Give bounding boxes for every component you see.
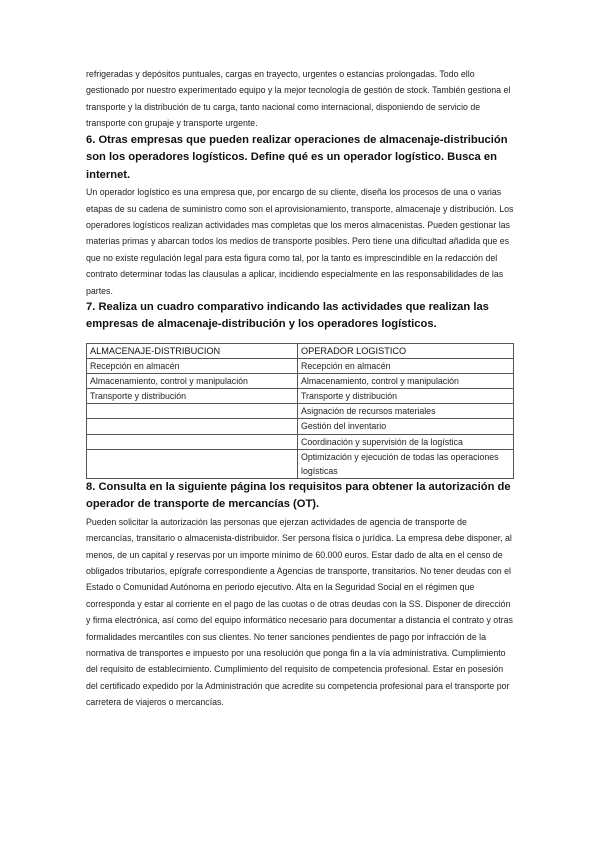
table-cell: Optimización y ejecución de todas las operaciones logísticas [298,449,514,478]
table-row [87,449,514,478]
table-cell: Coordinación y supervisión de la logística [298,434,514,449]
table-cell: Almacenamiento, control y manipulación [298,374,514,389]
table-cell: Asignación de recursos materiales [298,404,514,419]
table-row [87,404,514,419]
column-header-operador: OPERADOR LOGISTICO [298,343,514,358]
page-content [86,66,514,711]
table-cell [87,449,298,478]
table-cell: Recepción en almacén [87,359,298,374]
table-row [87,374,514,389]
section-6-heading: 6. Otras empresas que pueden realizar operaciones de almacenaje-distribución son los operadores logísticos. Define qué es un operador logístico. Busca en internet. [86,133,508,181]
section-8-heading: 8. Consulta en la siguiente página los requisitos para obtener la autorización de operador de transporte de mercancías (OT). [86,480,511,511]
intro-paragraph: refrigeradas y depósitos puntuales, cargas en trayecto, urgentes o estancias prolongadas. Todo ello gestionado por nuestro experimentado equipo y la mejor tecnología de gestión de stock. También gestiona el transporte y la distribución de tu carga, tanto nacional como internacional, disponiendo de servicio de transporte con grupaje y transporte urgente. [86,69,511,129]
table-row [87,434,514,449]
section-8-paragraph: Pueden solicitar la autorización las personas que ejerzan actividades de agencia de transporte de mercancías, transitario o almacenista-distribuidor. Ser persona física o jurídica. La empresa debe disponer, al menos, de un capital y reservas por un importe mínimo de 60.000 euros. Estar dado de alta en el censo de obligados tributarios, epígrafe correspondiente a Agencias de transporte, transitarios. No tener deudas con el Estado o Comunidad Autónoma en periodo ejecutivo. Alta en la Seguridad Social en el régimen que corresponda y estar al corriente en el pago de las cuotas o de otras deudas con la SS. Disponer de dirección y firma electrónica, así como del equipo informático necesario para documentar a distancia el contrato y otras formalidades mercantiles con sus clientes. No tener sanciones pendientes de pago por infracción de la normativa de transportes e impuesto por una resolución que ponga fin a la vía administrativa. Cumplimiento del requisito de establecimiento. Cumplimiento del requisito de competencia profesional. Estar en posesión del certificado expedido por la Administración que acredite su competencia profesional para el transporte por carretera de viajeros o mercancías. [86,516,513,708]
comparison-table [86,343,514,479]
table-cell: Recepción en almacén [298,359,514,374]
table-header-row [87,343,514,358]
section-6-paragraph: Un operador logístico es una empresa que, por encargo de su cliente, diseña los procesos de una o varias etapas de su cadena de suministro como son el aprovisionamiento, transporte, almacenaje y distribución. Los operadores logísticos realizan actividades mas completas que los meros almacenistas. Pueden gestionar las materias primas y abarcan todos los medios de transporte posibles. Pero tiene una dificultad añadida que es que no existe regulación legal para esta figura como tal, por la tanto es imprescindible en la redacción del contrato determinar todas las clausulas a aplicar, incidiendo especialmente en las responsabilidades de las partes. [86,187,514,296]
table-cell [87,419,298,434]
table-cell: Gestión del inventario [298,419,514,434]
table-cell: Transporte y distribución [87,389,298,404]
table-cell: Transporte y distribución [298,389,514,404]
column-header-almacenaje: ALMACENAJE-DISTRIBUCION [87,343,298,358]
section-7-heading: 7. Realiza un cuadro comparativo indicando las actividades que realizan las empresas de almacenaje-distribución y los operadores logísticos. [86,300,489,331]
table-cell: Almacenamiento, control y manipulación [87,374,298,389]
table-row [87,359,514,374]
table-cell [87,404,298,419]
table-row [87,389,514,404]
table-row [87,419,514,434]
table-cell [87,434,298,449]
